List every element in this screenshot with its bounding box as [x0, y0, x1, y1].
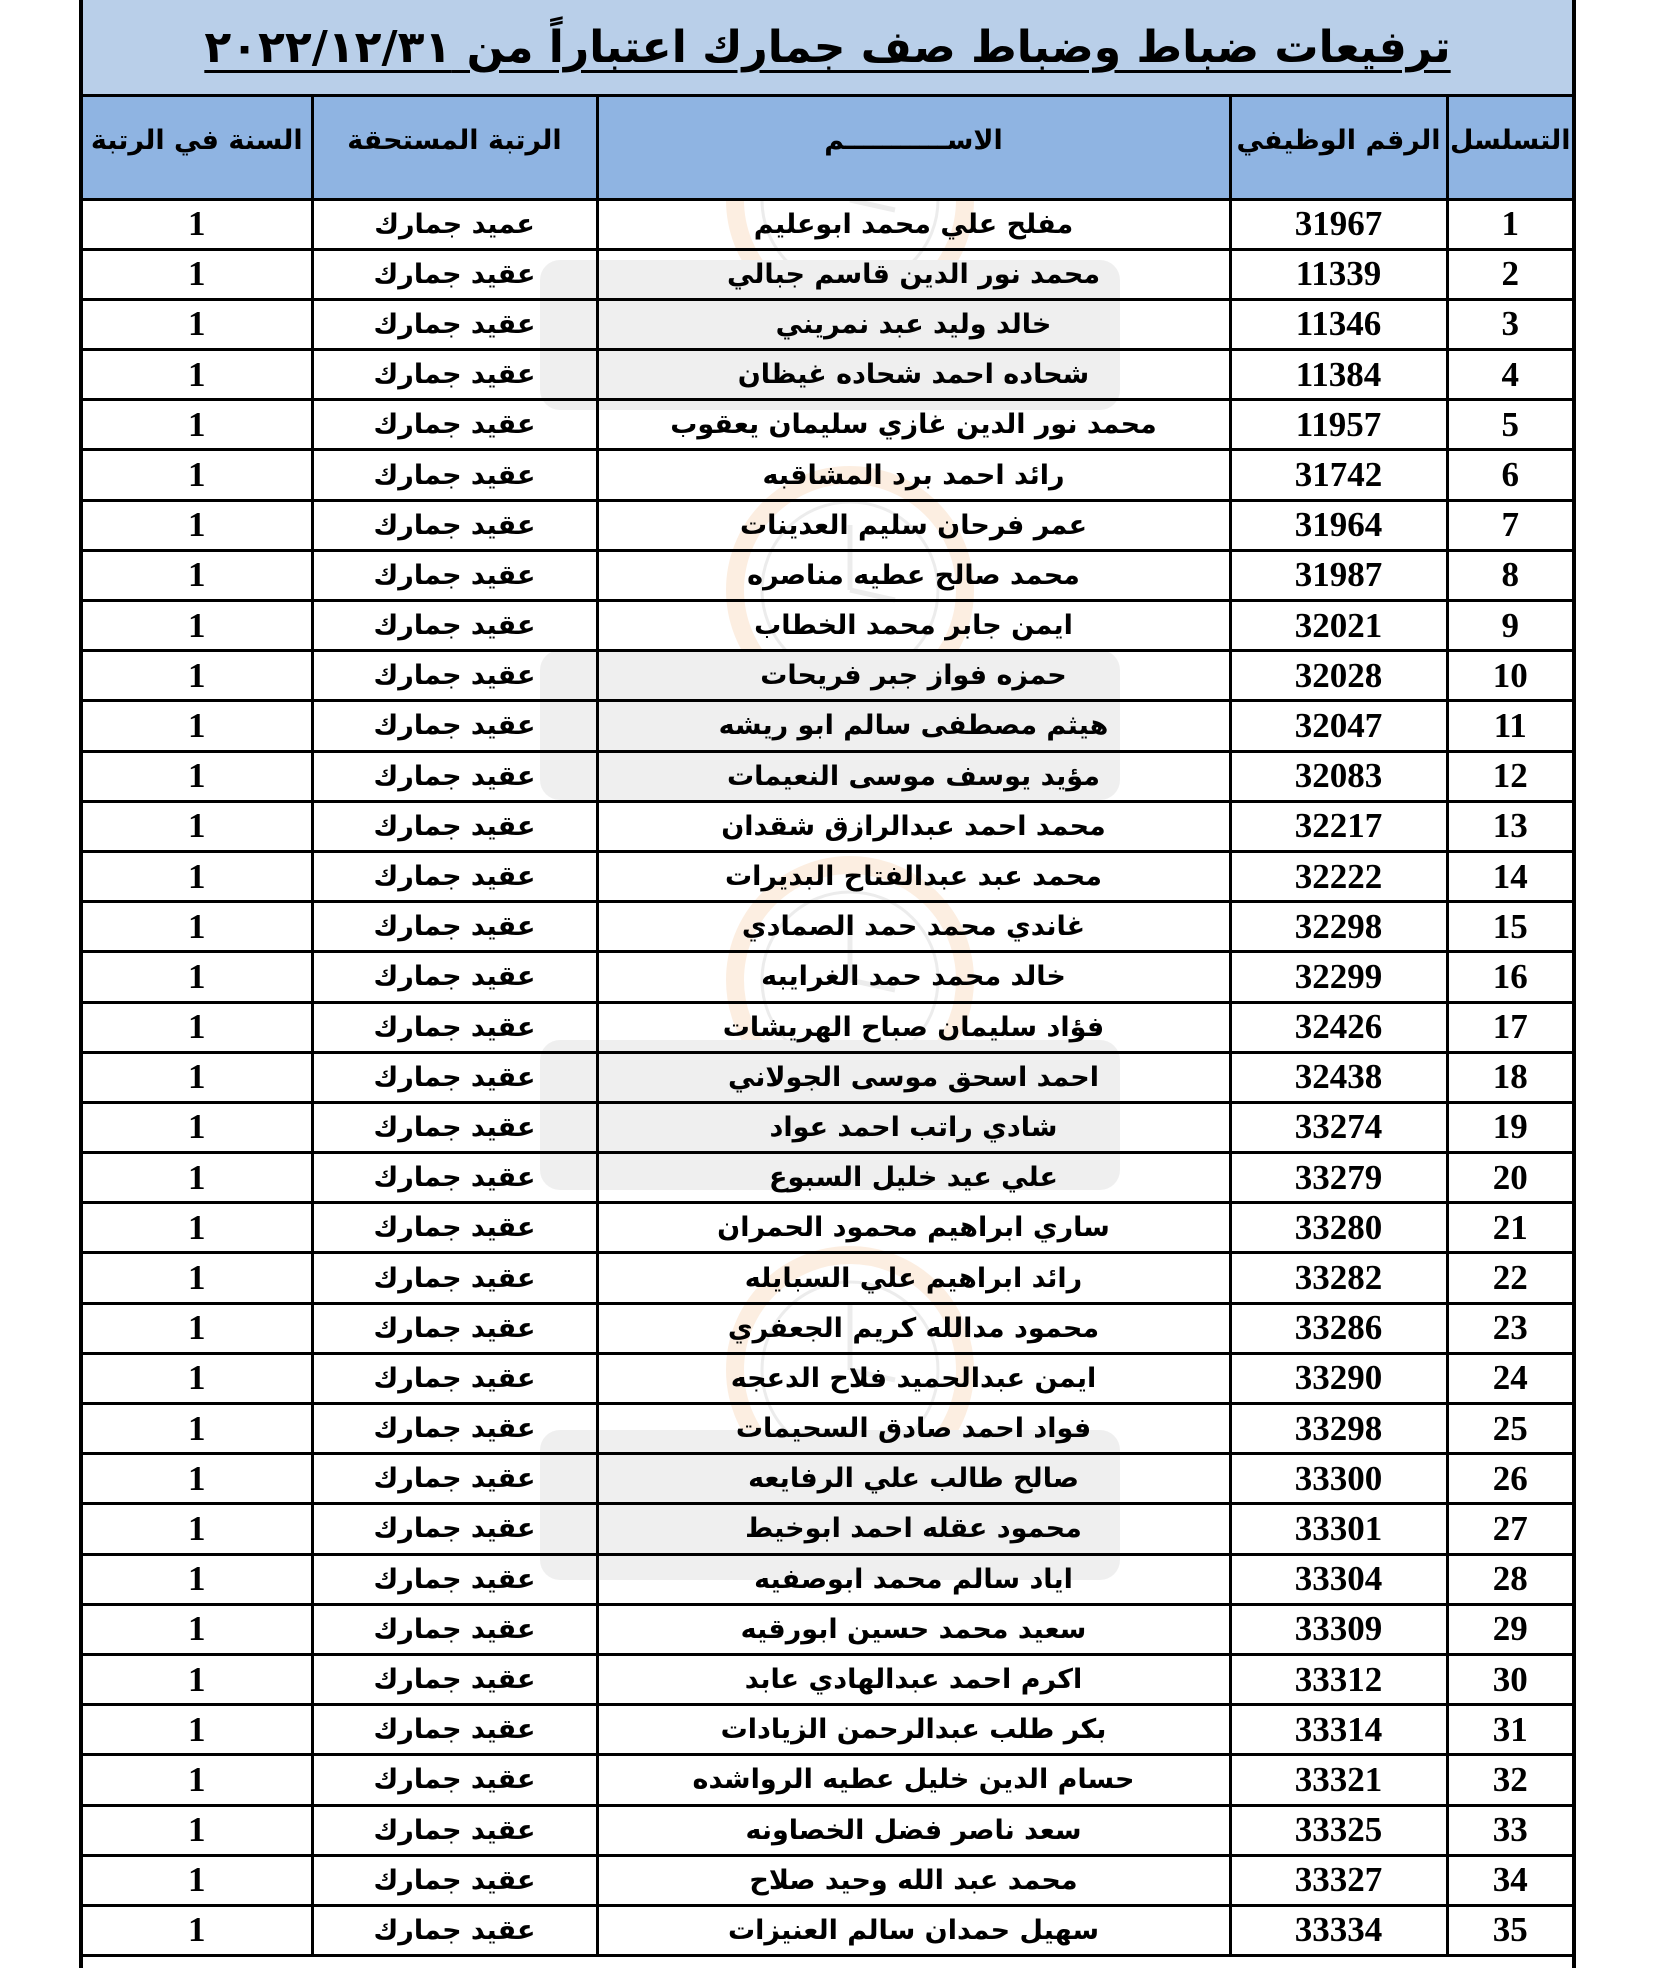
- row-seq: 6: [1447, 450, 1572, 500]
- row-employee-id: 32426: [1230, 1002, 1447, 1052]
- table-row: [83, 400, 1572, 450]
- table-row: [83, 1102, 1572, 1152]
- row-employee-id: 32021: [1230, 601, 1447, 651]
- row-name: علي عيد خليل السبوع: [597, 1153, 1230, 1203]
- row-name: حسام الدين خليل عطيه الرواشده: [597, 1755, 1230, 1805]
- row-years-in-rank: 1: [83, 1153, 312, 1203]
- row-employee-id: 32299: [1230, 952, 1447, 1002]
- row-years-in-rank: 1: [83, 1303, 312, 1353]
- table-row: [83, 902, 1572, 952]
- table-row: [83, 651, 1572, 701]
- row-rank: عقيد جمارك: [312, 1454, 597, 1504]
- row-employee-id: 31987: [1230, 550, 1447, 600]
- table-row: [83, 1454, 1572, 1504]
- table-row: [83, 199, 1572, 249]
- row-name: ايمن جابر محمد الخطاب: [597, 601, 1230, 651]
- row-name: خالد وليد عبد نمريني: [597, 299, 1230, 349]
- row-years-in-rank: 1: [83, 1002, 312, 1052]
- row-years-in-rank: 1: [83, 299, 312, 349]
- row-name: فواد احمد صادق السحيمات: [597, 1404, 1230, 1454]
- row-seq: 25: [1447, 1404, 1572, 1454]
- row-rank: عقيد جمارك: [312, 299, 597, 349]
- row-rank: عقيد جمارك: [312, 550, 597, 600]
- row-years-in-rank: 1: [83, 249, 312, 299]
- row-years-in-rank: 1: [83, 751, 312, 801]
- row-years-in-rank: 1: [83, 1052, 312, 1102]
- row-employee-id: 31742: [1230, 450, 1447, 500]
- row-rank: عقيد جمارك: [312, 1102, 597, 1152]
- row-employee-id: 11346: [1230, 299, 1447, 349]
- row-employee-id: 32047: [1230, 701, 1447, 751]
- table-header-row: [83, 97, 1572, 199]
- row-seq: 34: [1447, 1855, 1572, 1905]
- row-employee-id: 33304: [1230, 1554, 1447, 1604]
- row-rank: عقيد جمارك: [312, 1353, 597, 1403]
- row-years-in-rank: 1: [83, 550, 312, 600]
- header-employee-id: الرقم الوظيفي: [1230, 97, 1447, 199]
- document-sheet: [79, 0, 1576, 1968]
- row-rank: عقيد جمارك: [312, 601, 597, 651]
- row-rank: عقيد جمارك: [312, 801, 597, 851]
- table-row: [83, 701, 1572, 751]
- row-name: سعد ناصر فضل الخصاونه: [597, 1805, 1230, 1855]
- row-name: هيثم مصطفى سالم ابو ريشه: [597, 701, 1230, 751]
- table-row: [83, 550, 1572, 600]
- table-body: [83, 199, 1572, 1956]
- row-years-in-rank: 1: [83, 1654, 312, 1704]
- row-employee-id: 33312: [1230, 1654, 1447, 1704]
- row-employee-id: 33274: [1230, 1102, 1447, 1152]
- row-employee-id: 33286: [1230, 1303, 1447, 1353]
- table-row: [83, 1253, 1572, 1303]
- row-rank: عقيد جمارك: [312, 1705, 597, 1755]
- table-row: [83, 1404, 1572, 1454]
- table-row: [83, 851, 1572, 901]
- table-row: [83, 952, 1572, 1002]
- table-row: [83, 601, 1572, 651]
- table-row: [83, 249, 1572, 299]
- header-name: الاســـــــــــم: [597, 97, 1230, 199]
- table-row: [83, 500, 1572, 550]
- row-seq: 9: [1447, 601, 1572, 651]
- row-employee-id: 33300: [1230, 1454, 1447, 1504]
- table-row: [83, 1052, 1572, 1102]
- row-seq: 17: [1447, 1002, 1572, 1052]
- row-years-in-rank: 1: [83, 350, 312, 400]
- row-rank: عقيد جمارك: [312, 500, 597, 550]
- row-employee-id: 33309: [1230, 1604, 1447, 1654]
- row-seq: 8: [1447, 550, 1572, 600]
- row-years-in-rank: 1: [83, 1454, 312, 1504]
- row-name: محمد احمد عبدالرازق شقدان: [597, 801, 1230, 851]
- row-seq: 35: [1447, 1905, 1572, 1955]
- row-years-in-rank: 1: [83, 1705, 312, 1755]
- page-title: ترفيعات ضباط وضباط صف جمارك اعتباراً من ٢٠٢٢/١٢/٣١: [204, 21, 1451, 73]
- row-name: سهيل حمدان سالم العنيزات: [597, 1905, 1230, 1955]
- row-employee-id: 33280: [1230, 1203, 1447, 1253]
- row-name: خالد محمد حمد الغرايبه: [597, 952, 1230, 1002]
- row-name: غاندي محمد حمد الصمادي: [597, 902, 1230, 952]
- row-years-in-rank: 1: [83, 500, 312, 550]
- row-employee-id: 11339: [1230, 249, 1447, 299]
- header-rank: الرتبة المستحقة: [312, 97, 597, 199]
- row-employee-id: 32438: [1230, 1052, 1447, 1102]
- row-years-in-rank: 1: [83, 1604, 312, 1654]
- row-employee-id: 33290: [1230, 1353, 1447, 1403]
- row-rank: عقيد جمارك: [312, 1404, 597, 1454]
- row-seq: 19: [1447, 1102, 1572, 1152]
- row-rank: عقيد جمارك: [312, 1654, 597, 1704]
- row-employee-id: 11384: [1230, 350, 1447, 400]
- row-name: سعيد محمد حسين ابورقيه: [597, 1604, 1230, 1654]
- row-rank: عقيد جمارك: [312, 952, 597, 1002]
- row-name: محمود عقله احمد ابوخيط: [597, 1504, 1230, 1554]
- row-employee-id: 32222: [1230, 851, 1447, 901]
- row-years-in-rank: 1: [83, 199, 312, 249]
- table-row: [83, 1504, 1572, 1554]
- row-years-in-rank: 1: [83, 851, 312, 901]
- row-rank: عقيد جمارك: [312, 902, 597, 952]
- table-row: [83, 1153, 1572, 1203]
- row-name: محمود مدالله كريم الجعفري: [597, 1303, 1230, 1353]
- row-name: صالح طالب علي الرفايعه: [597, 1454, 1230, 1504]
- row-rank: عقيد جمارك: [312, 249, 597, 299]
- table-row: [83, 350, 1572, 400]
- row-employee-id: 32028: [1230, 651, 1447, 701]
- row-seq: 12: [1447, 751, 1572, 801]
- row-employee-id: 33327: [1230, 1855, 1447, 1905]
- row-seq: 15: [1447, 902, 1572, 952]
- row-rank: عقيد جمارك: [312, 1052, 597, 1102]
- row-seq: 3: [1447, 299, 1572, 349]
- promotions-table: [83, 97, 1572, 1957]
- table-row: [83, 1905, 1572, 1955]
- row-rank: عقيد جمارك: [312, 651, 597, 701]
- row-seq: 21: [1447, 1203, 1572, 1253]
- row-employee-id: 33321: [1230, 1755, 1447, 1805]
- row-employee-id: 32083: [1230, 751, 1447, 801]
- row-name: احمد اسحق موسى الجولاني: [597, 1052, 1230, 1102]
- row-name: فؤاد سليمان صباح الهريشات: [597, 1002, 1230, 1052]
- row-employee-id: 33334: [1230, 1905, 1447, 1955]
- table-row: [83, 1705, 1572, 1755]
- row-seq: 29: [1447, 1604, 1572, 1654]
- row-rank: عقيد جمارك: [312, 1153, 597, 1203]
- row-rank: عقيد جمارك: [312, 450, 597, 500]
- row-seq: 28: [1447, 1554, 1572, 1604]
- row-name: شحاده احمد شحاده غيظان: [597, 350, 1230, 400]
- row-employee-id: 33282: [1230, 1253, 1447, 1303]
- row-seq: 27: [1447, 1504, 1572, 1554]
- row-rank: عقيد جمارك: [312, 751, 597, 801]
- row-years-in-rank: 1: [83, 1353, 312, 1403]
- row-seq: 24: [1447, 1353, 1572, 1403]
- table-row: [83, 1303, 1572, 1353]
- row-name: حمزه فواز جبر فريحات: [597, 651, 1230, 701]
- row-years-in-rank: 1: [83, 1905, 312, 1955]
- row-years-in-rank: 1: [83, 1404, 312, 1454]
- row-seq: 33: [1447, 1805, 1572, 1855]
- row-rank: عقيد جمارك: [312, 1604, 597, 1654]
- row-rank: عقيد جمارك: [312, 1805, 597, 1855]
- row-years-in-rank: 1: [83, 1253, 312, 1303]
- row-years-in-rank: 1: [83, 1102, 312, 1152]
- row-years-in-rank: 1: [83, 651, 312, 701]
- row-rank: عقيد جمارك: [312, 1905, 597, 1955]
- row-seq: 2: [1447, 249, 1572, 299]
- table-row: [83, 801, 1572, 851]
- row-rank: عقيد جمارك: [312, 1002, 597, 1052]
- row-name: اكرم احمد عبدالهادي عابد: [597, 1654, 1230, 1704]
- row-name: مؤيد يوسف موسى النعيمات: [597, 751, 1230, 801]
- table-row: [83, 299, 1572, 349]
- row-name: عمر فرحان سليم العدينات: [597, 500, 1230, 550]
- row-seq: 10: [1447, 651, 1572, 701]
- row-name: اياد سالم محمد ابوصفيه: [597, 1554, 1230, 1604]
- row-seq: 14: [1447, 851, 1572, 901]
- row-name: رائد احمد برد المشاقبه: [597, 450, 1230, 500]
- row-rank: عقيد جمارك: [312, 1855, 597, 1905]
- row-rank: عقيد جمارك: [312, 1755, 597, 1805]
- row-employee-id: 32217: [1230, 801, 1447, 851]
- row-years-in-rank: 1: [83, 1504, 312, 1554]
- row-seq: 1: [1447, 199, 1572, 249]
- row-employee-id: 33325: [1230, 1805, 1447, 1855]
- row-name: بكر طلب عبدالرحمن الزيادات: [597, 1705, 1230, 1755]
- row-name: ساري ابراهيم محمود الحمران: [597, 1203, 1230, 1253]
- row-name: محمد نور الدين قاسم جبالي: [597, 249, 1230, 299]
- table-row: [83, 450, 1572, 500]
- table-row: [83, 751, 1572, 801]
- table-row: [83, 1604, 1572, 1654]
- row-rank: عقيد جمارك: [312, 1303, 597, 1353]
- row-name: محمد عبد عبدالفتاح البديرات: [597, 851, 1230, 901]
- row-years-in-rank: 1: [83, 801, 312, 851]
- row-years-in-rank: 1: [83, 1755, 312, 1805]
- row-seq: 32: [1447, 1755, 1572, 1805]
- row-employee-id: 32298: [1230, 902, 1447, 952]
- row-name: مفلح علي محمد ابوعليم: [597, 199, 1230, 249]
- table-row: [83, 1755, 1572, 1805]
- row-rank: عقيد جمارك: [312, 400, 597, 450]
- row-seq: 7: [1447, 500, 1572, 550]
- row-years-in-rank: 1: [83, 701, 312, 751]
- row-name: شادي راتب احمد عواد: [597, 1102, 1230, 1152]
- row-employee-id: 33298: [1230, 1404, 1447, 1454]
- row-seq: 18: [1447, 1052, 1572, 1102]
- row-name: محمد صالح عطيه مناصره: [597, 550, 1230, 600]
- row-employee-id: 11957: [1230, 400, 1447, 450]
- row-years-in-rank: 1: [83, 1855, 312, 1905]
- row-seq: 4: [1447, 350, 1572, 400]
- table-row: [83, 1002, 1572, 1052]
- row-name: ايمن عبدالحميد فلاح الدعجه: [597, 1353, 1230, 1403]
- row-seq: 30: [1447, 1654, 1572, 1704]
- row-employee-id: 33314: [1230, 1705, 1447, 1755]
- row-years-in-rank: 1: [83, 1805, 312, 1855]
- row-rank: عقيد جمارك: [312, 1554, 597, 1604]
- row-years-in-rank: 1: [83, 450, 312, 500]
- row-seq: 13: [1447, 801, 1572, 851]
- row-rank: عقيد جمارك: [312, 851, 597, 901]
- row-seq: 26: [1447, 1454, 1572, 1504]
- row-years-in-rank: 1: [83, 400, 312, 450]
- row-seq: 22: [1447, 1253, 1572, 1303]
- header-years-in-rank: السنة في الرتبة: [83, 97, 312, 199]
- row-rank: عقيد جمارك: [312, 701, 597, 751]
- row-years-in-rank: 1: [83, 1554, 312, 1604]
- table-row: [83, 1203, 1572, 1253]
- table-row: [83, 1654, 1572, 1704]
- table-row: [83, 1855, 1572, 1905]
- row-rank: عقيد جمارك: [312, 1504, 597, 1554]
- row-name: محمد عبد الله وحيد صلاح: [597, 1855, 1230, 1905]
- row-rank: عقيد جمارك: [312, 350, 597, 400]
- row-seq: 16: [1447, 952, 1572, 1002]
- row-years-in-rank: 1: [83, 601, 312, 651]
- row-employee-id: 31967: [1230, 199, 1447, 249]
- table-row: [83, 1353, 1572, 1403]
- row-rank: عميد جمارك: [312, 199, 597, 249]
- row-name: محمد نور الدين غازي سليمان يعقوب: [597, 400, 1230, 450]
- row-seq: 11: [1447, 701, 1572, 751]
- row-seq: 5: [1447, 400, 1572, 450]
- row-seq: 23: [1447, 1303, 1572, 1353]
- row-years-in-rank: 1: [83, 1203, 312, 1253]
- row-rank: عقيد جمارك: [312, 1203, 597, 1253]
- row-seq: 31: [1447, 1705, 1572, 1755]
- row-years-in-rank: 1: [83, 952, 312, 1002]
- row-name: رائد ابراهيم علي السبايله: [597, 1253, 1230, 1303]
- row-employee-id: 31964: [1230, 500, 1447, 550]
- row-employee-id: 33301: [1230, 1504, 1447, 1554]
- table-row: [83, 1554, 1572, 1604]
- header-seq: التسلسل: [1447, 97, 1572, 199]
- row-years-in-rank: 1: [83, 902, 312, 952]
- row-seq: 20: [1447, 1153, 1572, 1203]
- row-employee-id: 33279: [1230, 1153, 1447, 1203]
- row-rank: عقيد جمارك: [312, 1253, 597, 1303]
- table-row: [83, 1805, 1572, 1855]
- title-bar: [83, 0, 1572, 97]
